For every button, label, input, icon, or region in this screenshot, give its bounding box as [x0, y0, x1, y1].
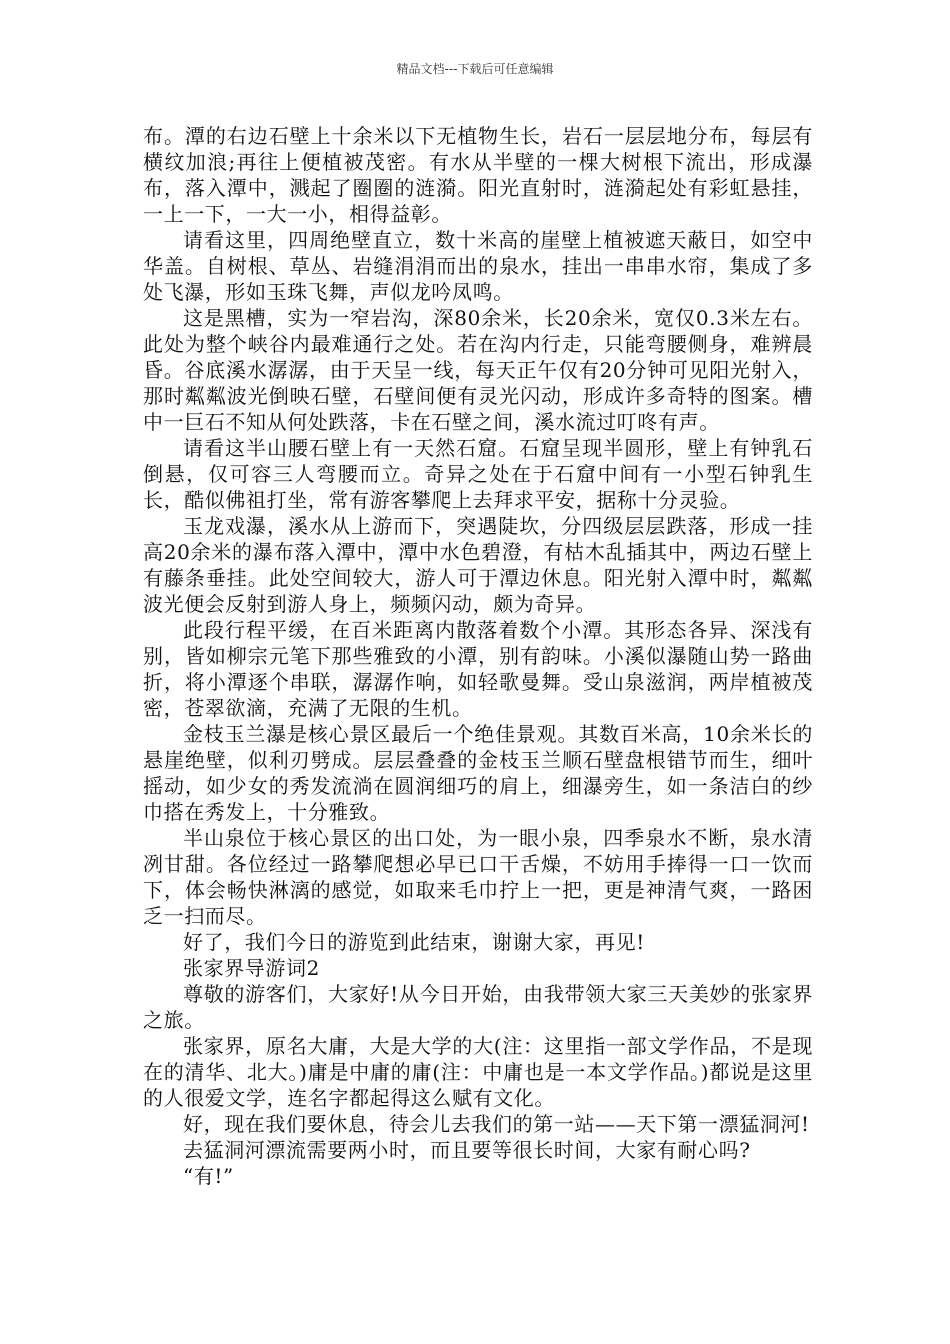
section-heading: 张家界导游词2 [183, 956, 320, 980]
paragraph: 玉龙戏瀑，溪水从上游而下，突遇陡坎，分四级层层跌落，形成一挂高20余米的瀑布落入潭中，潭中水色碧澄，有枯木乱插其中，两边石壁上有藤条垂挂。此处空间较大，游人可于潭边休息。阳光射入潭中时，粼粼波光便会反射到游人身上，频频闪动，颇为奇异。 [143, 514, 813, 616]
paragraph: 张家界，原名大庸，大是大学的大(注：这里指一部文学作品，不是现在的清华、北大。)庸是中庸的庸(注：中庸也是一本文学作品。)都说是这里的人很爱文学，连名字都起得这么赋有文化。 [143, 1034, 813, 1110]
paragraph: 请看这里，四周绝壁直立，数十米高的崖壁上植被遮天蔽日，如空中华盖。自树根、草丛、岩缝涓涓而出的泉水，挂出一串串水帘，集成了多处飞瀑，形如玉珠飞舞，声似龙吟凤鸣。 [143, 228, 813, 304]
paragraph: 好，现在我们要休息，待会儿去我们的第一站——天下第一漂猛洞河! [183, 1112, 810, 1136]
paragraph: 尊敬的游客们，大家好!从今日开始，由我带领大家三天美妙的张家界之旅。 [143, 982, 813, 1032]
paragraph: 好了，我们今日的游览到此结束，谢谢大家，再见! [183, 930, 645, 954]
paragraph: 请看这半山腰石壁上有一天然石窟。石窟呈现半圆形，壁上有钟乳石倒悬，仅可容三人弯腰而立。奇异之处在于石窟中间有一小型石钟乳生长，酷似佛祖打坐，常有游客攀爬上去拜求平安，据称十分灵验。 [143, 436, 813, 512]
paragraph: 去猛洞河漂流需要两小时，而且要等很长时间，大家有耐心吗? [183, 1138, 751, 1162]
paragraph: “有!” [183, 1164, 234, 1188]
paragraph: 半山泉位于核心景区的出口处，为一眼小泉，四季泉水不断，泉水清冽甘甜。各位经过一路攀爬想必早已口干舌燥，不妨用手捧得一口一饮而下，体会畅快淋漓的感觉，如取来毛巾拧上一把，更是神清气爽，一路困乏一扫而尽。 [143, 826, 813, 928]
paragraph: 此段行程平缓，在百米距离内散落着数个小潭。其形态各异、深浅有别，皆如柳宗元笔下那些雅致的小潭，别有韵味。小溪似瀑随山势一路曲折，将小潭逐个串联，潺潺作响，如轻歌曼舞。受山泉滋润，两岸植被茂密，苍翠欲滴，充满了无限的生机。 [143, 618, 813, 720]
page-header: 精品文档---下载后可任意编辑 [396, 62, 554, 76]
paragraph: 这是黑槽，实为一窄岩沟，深80余米，长20余米，宽仅0.3米左右。此处为整个峡谷内最难通行之处。若在沟内行走，只能弯腰侧身，难辨晨昏。谷底溪水潺潺，由于天呈一线，每天正午仅有20分钟可见阳光射入，那时粼粼波光倒映石壁，石壁间便有灵光闪动，形成许多奇特的图案。槽中一巨石不知从何处跌落，卡在石壁之间，溪水流过叮咚有声。 [143, 306, 813, 434]
paragraph: 布。潭的右边石壁上十余米以下无植物生长，岩石一层层地分布，每层有横纹加浪;再往上便植被茂密。有水从半壁的一棵大树根下流出，形成瀑布，落入潭中，溅起了圈圈的涟漪。阳光直射时，涟漪起处有彩虹悬挂，一上一下，一大一小，相得益彰。 [143, 124, 813, 226]
paragraph: 金枝玉兰瀑是核心景区最后一个绝佳景观。其数百米高，10余米长的悬崖绝壁，似利刃劈成。层层叠叠的金枝玉兰顺石壁盘根错节而生，细叶摇动，如少女的秀发流淌在圆润细巧的肩上，细瀑旁生，如一条洁白的纱巾搭在秀发上，十分雅致。 [143, 722, 813, 824]
document-body [143, 123, 813, 1189]
